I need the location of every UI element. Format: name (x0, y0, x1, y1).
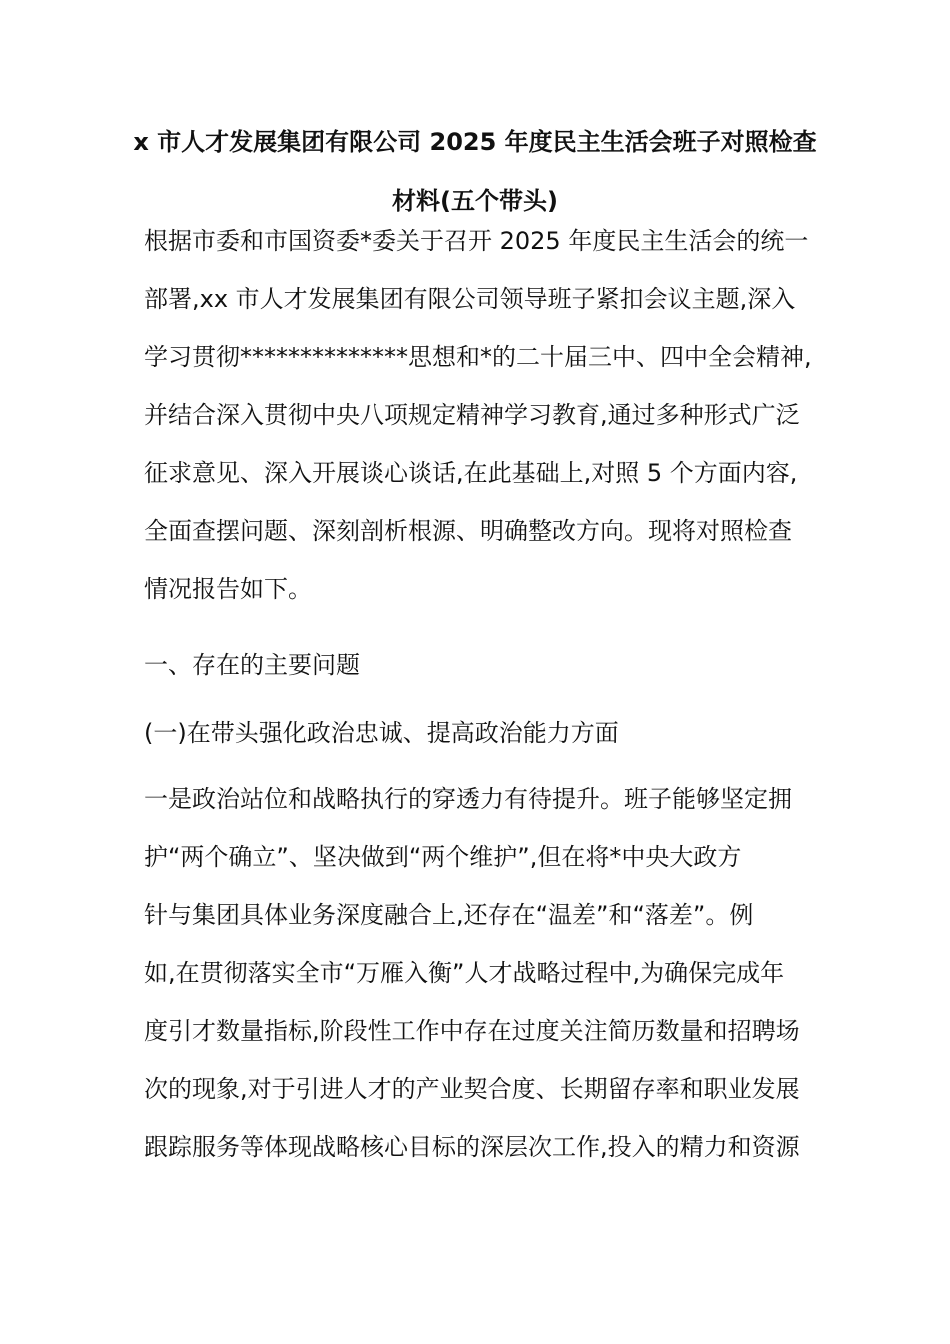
body-line-5: 度引才数量指标,阶段性工作中存在过度关注简历数量和招聘场 (144, 1017, 800, 1045)
body-line-2: 护“两个确立”、坚决做到“两个维护”,但在将*中央大政方 (144, 843, 742, 871)
body-line-3: 针与集团具体业务深度融合上,还存在“温差”和“落差”。例 (144, 901, 754, 929)
section-heading: 一、存在的主要问题 (144, 651, 360, 679)
body-line-6: 次的现象,对于引进人才的产业契合度、长期留存率和职业发展 (144, 1075, 800, 1103)
intro-line-1: 根据市委和市国资委*委关于召开 2025 年度民主生活会的统一 (144, 227, 809, 255)
intro-line-5: 征求意见、深入开展谈心谈话,在此基础上,对照 5 个方面内容, (144, 459, 798, 487)
intro-line-4: 并结合深入贯彻中央八项规定精神学习教育,通过多种形式广泛 (144, 401, 800, 429)
intro-line-7: 情况报告如下。 (144, 575, 312, 603)
body-line-7: 跟踪服务等体现战略核心目标的深层次工作,投入的精力和资源 (144, 1133, 800, 1161)
subsection-heading: (一)在带头强化政治忠诚、提高政治能力方面 (144, 719, 619, 747)
intro-line-6: 全面查摆问题、深刻剖析根源、明确整改方向。现将对照检查 (144, 517, 792, 545)
document-title-line-2: 材料(五个带头) (392, 187, 558, 215)
document-title-line-1: x 市人才发展集团有限公司 2025 年度民主生活会班子对照检查 (133, 128, 817, 156)
intro-line-3: 学习贯彻**************思想和*的二十届三中、四中全会精神, (144, 343, 812, 371)
body-line-1: 一是政治站位和战略执行的穿透力有待提升。班子能够坚定拥 (144, 785, 792, 813)
body-line-4: 如,在贯彻落实全市“万雁入衡”人才战略过程中,为确保完成年 (144, 959, 785, 987)
intro-line-2: 部署,xx 市人才发展集团有限公司领导班子紧扣会议主题,深入 (144, 285, 796, 313)
